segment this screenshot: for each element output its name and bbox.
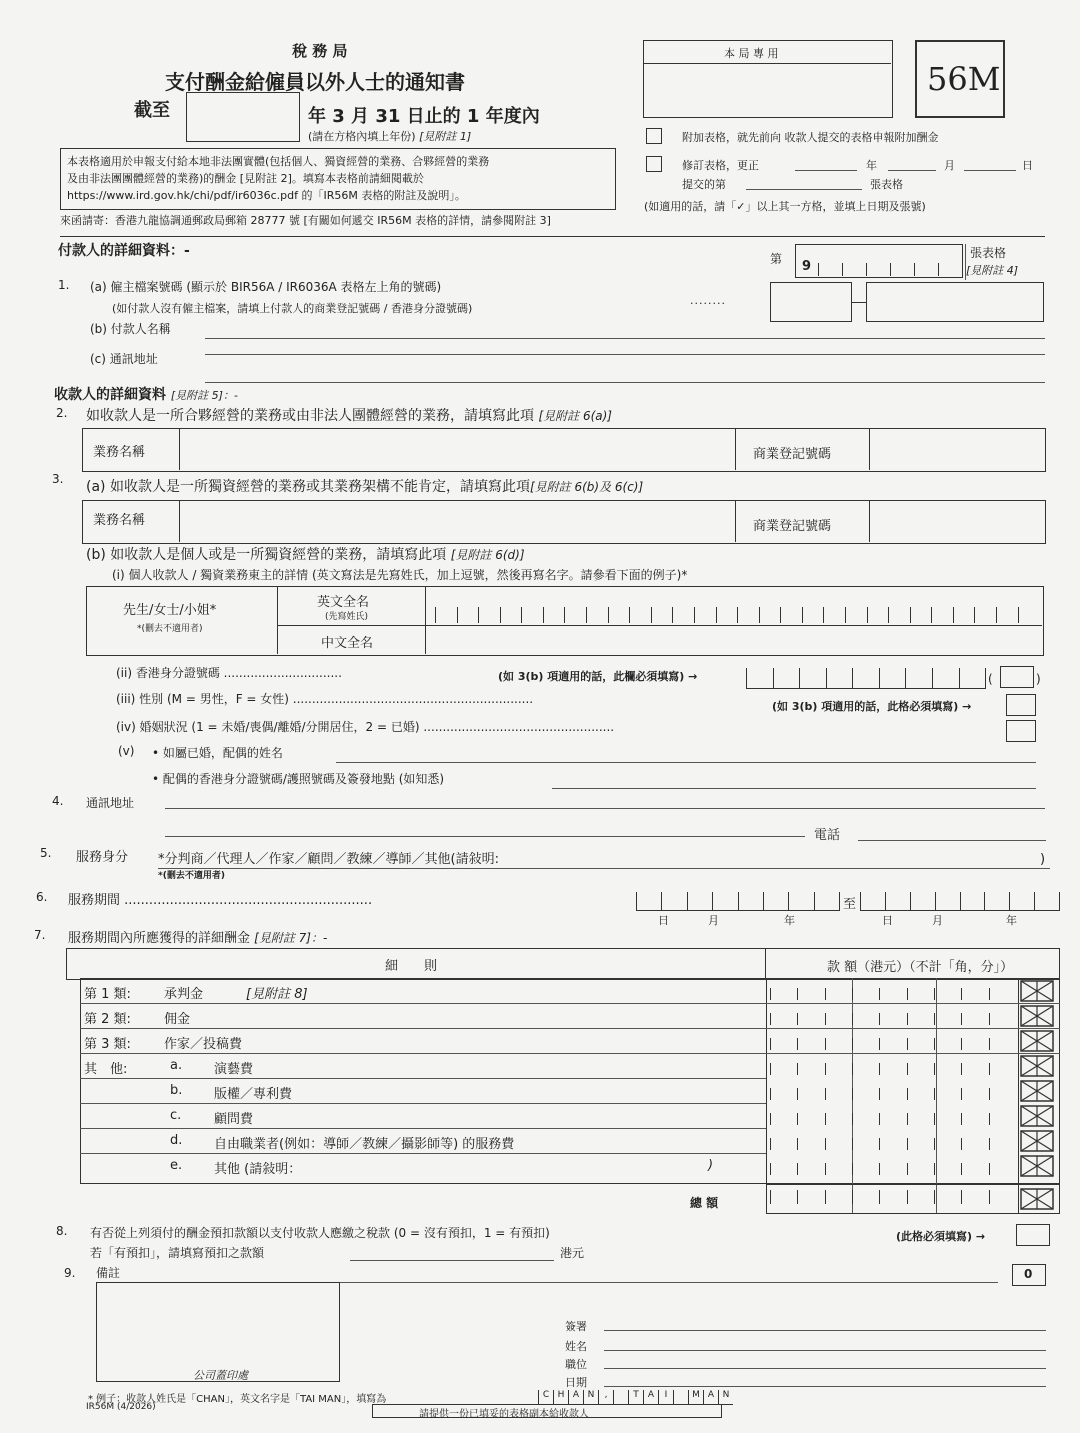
q1c-label: (c) 通訊地址	[90, 352, 158, 366]
payee-address-line-1[interactable]	[165, 808, 1045, 809]
payee-address-line-2[interactable]	[165, 836, 805, 837]
year-prefix: 截至	[134, 100, 170, 121]
amount-input[interactable]	[770, 1038, 1016, 1050]
row-note: )	[708, 1158, 714, 1173]
q3a-business-row	[82, 500, 1046, 544]
q1a-dots: ........	[690, 294, 726, 307]
to-day-label: 日	[882, 914, 893, 927]
sex-input[interactable]	[1006, 694, 1036, 716]
amended-checkbox[interactable]	[646, 156, 662, 172]
row-description: 其他 (請敍明：	[214, 1162, 302, 1177]
amended-day-label: 日	[1022, 159, 1033, 172]
file-no-prefix: 9	[802, 259, 812, 274]
col-item-header: 細 則	[385, 959, 438, 974]
to-month-label: 月	[932, 914, 943, 927]
total-amount-input[interactable]	[770, 1190, 1016, 1204]
q2-number: 2.	[56, 406, 68, 420]
q2-br-label: 商業登記號碼	[753, 447, 832, 462]
from-day-label: 日	[658, 914, 669, 927]
supplementary-label: 附加表格，就先前向 收款人提交的表格申報附加酬金	[682, 131, 939, 144]
q8-number: 8.	[56, 1224, 68, 1238]
v-label: (v)	[118, 744, 135, 758]
amount-input[interactable]	[770, 1088, 1016, 1100]
position-input[interactable]	[604, 1368, 1046, 1369]
example-letter-box	[613, 1390, 628, 1404]
sheet-label: 張表格	[970, 246, 1007, 260]
example-letter-box	[673, 1390, 688, 1404]
example-letter-box: T	[628, 1390, 643, 1404]
row-sub-label: c.	[170, 1108, 182, 1123]
q2-br-input[interactable]	[871, 431, 1041, 469]
amount-input[interactable]	[770, 1163, 1016, 1175]
q7-label: 服務期間內所應獲得的詳細酬金 [見附註 7]：-	[68, 931, 328, 946]
q1b-label: (b) 付款人名稱	[90, 322, 171, 336]
remarks-code-value: 0	[1024, 1267, 1033, 1281]
phone-label: 電話	[814, 828, 841, 843]
amended-sheet-prefix: 提交的第	[682, 178, 726, 191]
q3a-br-input[interactable]	[871, 503, 1041, 541]
row-sub-label: e.	[170, 1158, 183, 1173]
row-category: 第 1 類:	[84, 987, 131, 1002]
example-letter-box: A	[703, 1390, 718, 1404]
notice-line-2: 及由非法團團體經營的業務)的酬金 [見附註 2]。填寫本表格前請細閱載於	[67, 172, 424, 185]
q2-business-row	[82, 428, 1046, 472]
sheet-note: [見附註 4]	[966, 264, 1019, 277]
q1a-label: (a) 僱主檔案號碼 (顯示於 BIR56A / IR6036A 表格左上角的號碼)	[90, 280, 442, 294]
notice-link[interactable]: https://www.ird.gov.hk/chi/pdf/ir6036c.pdf 的「IR56M 表格的附註及說明」。	[67, 189, 466, 202]
name-example: * 例子：收款人姓氏是「CHAN」，英文名字是「TAI MAN」，填寫為	[88, 1394, 387, 1405]
amount-input[interactable]	[770, 1013, 1016, 1025]
position-label: 職位	[565, 1358, 587, 1371]
cents-crossed-icon	[1020, 1005, 1054, 1027]
payer-heading: 付款人的詳細資料：-	[58, 243, 190, 259]
row-description: 自由職業者(例如：導師／教練／攝影師等) 的服務費	[214, 1137, 515, 1152]
example-letter-box: N	[718, 1390, 733, 1404]
marital-label: (iv) 婚姻狀況 (1 = 未婚/喪偶/離婚/分開居住，2 = 已婚) ..................................................	[116, 720, 615, 734]
cents-crossed-icon	[1020, 1080, 1054, 1102]
withholding-input[interactable]	[1016, 1224, 1050, 1246]
form-title: 支付酬金給僱員以外人士的通知書	[165, 70, 465, 94]
from-year-label: 年	[784, 914, 795, 927]
example-letter-box: C	[538, 1390, 553, 1404]
name-label: 姓名	[565, 1340, 587, 1353]
year-suffix: 年 3 月 31 日止的 1 年度內	[308, 106, 540, 127]
remarks-label: 備註	[96, 1266, 121, 1280]
name-input[interactable]	[604, 1350, 1046, 1351]
spouse-name-input[interactable]	[336, 762, 1036, 763]
period-to-input[interactable]	[860, 892, 1060, 911]
sign-label: 簽署	[565, 1320, 587, 1333]
amount-input[interactable]	[770, 1063, 1016, 1075]
title-hint: *(刪去不適用者)	[137, 624, 203, 634]
company-chop-box	[96, 1282, 340, 1382]
q5-close: )	[1040, 852, 1046, 867]
example-letter-box: H	[553, 1390, 568, 1404]
year-input[interactable]	[186, 92, 300, 142]
row-description: 佣金	[164, 1012, 191, 1027]
hkid-input[interactable]	[746, 668, 986, 689]
q1a-hint: (如付款人沒有僱主檔案，請填上付款人的商業登記號碼 / 香港身分證號碼)	[112, 302, 473, 315]
hkid-check-digit[interactable]	[1000, 666, 1034, 688]
example-letter-box: ,	[598, 1390, 613, 1404]
department-name: 稅 務 局	[292, 42, 348, 60]
options-hint: (如適用的話，請「✓」以上其一方格，並填上日期及張號)	[644, 200, 926, 213]
spouse-name-label: • 如屬已婚，配偶的姓名	[152, 746, 283, 760]
q8-hint: (此格必須填寫) →	[896, 1230, 986, 1243]
phone-input[interactable]	[858, 840, 1046, 841]
row-category: 其 他:	[84, 1062, 128, 1077]
example-letter-box: M	[688, 1390, 703, 1404]
form-reference: IR56M (4/2026)	[86, 1402, 156, 1412]
q1-number: 1.	[58, 278, 70, 292]
q2-biz-name-label: 業務名稱	[93, 445, 146, 460]
title-options[interactable]: 先生/女士/小姐*	[123, 603, 217, 618]
amended-year-label: 年	[866, 159, 877, 172]
notice-box	[60, 148, 616, 210]
period-from-input[interactable]	[636, 892, 840, 911]
q5-label: 服務身分	[76, 850, 129, 865]
amount-input[interactable]	[770, 1138, 1016, 1150]
amount-input[interactable]	[770, 988, 1016, 1000]
year-hint: (請在方格內填上年份) [見附註 1]	[308, 130, 472, 143]
row-description: 演藝費	[214, 1062, 254, 1077]
q6-label: 服務期間 ............................................................	[68, 893, 373, 908]
eng-name-input[interactable]	[435, 607, 1039, 623]
reminder-text: 請提供一份已填妥的表格副本給收款人	[419, 1409, 589, 1420]
payer-address-line-1[interactable]	[205, 354, 1045, 355]
marital-input[interactable]	[1006, 720, 1036, 742]
chi-name-label: 中文全名	[321, 636, 374, 651]
q6-number: 6.	[36, 890, 48, 904]
q7-number: 7.	[34, 928, 46, 942]
q3a-label: (a) 如收款人是一所獨資經營的業務或其業務架構不能肯定，請填寫此項[見附註 6(b)及 6(c)]	[86, 479, 644, 495]
q8b-label: 若「有預扣」，請填寫預扣之款額	[90, 1246, 265, 1260]
hkid-check-open: (	[988, 672, 993, 686]
q5-hint: *(刪去不適用者)	[158, 871, 225, 881]
cents-crossed-icon	[1020, 1130, 1054, 1152]
q3-number: 3.	[52, 472, 64, 486]
spouse-id-label: • 配偶的香港身分證號碼/護照號碼及簽發地點 (如知悉)	[152, 772, 445, 786]
date-label: 日期	[565, 1376, 587, 1389]
example-letter-box: I	[658, 1390, 673, 1404]
cents-crossed-icon	[1020, 1155, 1054, 1177]
row-category: 第 3 類:	[84, 1037, 131, 1052]
office-use-box	[643, 40, 893, 118]
chi-name-input[interactable]	[427, 627, 1039, 653]
q3a-biz-name-label: 業務名稱	[93, 513, 146, 528]
hkid-label: (ii) 香港身分證號碼 ...............................	[116, 666, 342, 680]
mailing-address: 來函請寄：香港九龍協調通郵政局郵箱 28777 號 [有關如何遞交 IR56M 表格的詳情，請參閱附註 3]	[60, 214, 551, 227]
cents-crossed-icon	[1020, 1030, 1054, 1052]
to-year-label: 年	[1006, 914, 1017, 927]
file-no-label: 第	[770, 252, 783, 266]
hkid-hint: (如 3(b) 項適用的話，此欄必須填寫) →	[498, 670, 698, 683]
q4-label: 通訊地址	[86, 796, 135, 810]
row-sub-label: b.	[170, 1083, 183, 1098]
q5-number: 5.	[40, 846, 52, 860]
row-sub-label: d.	[170, 1133, 183, 1148]
total-cents-crossed-icon	[1020, 1188, 1054, 1210]
row-description: 承判金	[164, 987, 204, 1002]
name-table	[86, 586, 1044, 656]
remarks-code-box[interactable]	[1012, 1264, 1046, 1286]
reminder-box	[372, 1404, 722, 1418]
income-table-header	[66, 948, 1060, 980]
q5-options[interactable]: *分判商／代理人／作家／顧問／教練／導師／其他(請敍明:	[158, 852, 499, 867]
q3b-label: (b) 如收款人是個人或是一所獨資經營的業務，請填寫此項 [見附註 6(d)]	[86, 547, 525, 563]
q3bi-label: (i) 個人收款人 / 獨資業務東主的詳情 (英文寫法是先寫姓氏，加上逗號，然後再寫名字。請參看下面的例子)*	[112, 568, 688, 582]
q3a-br-label: 商業登記號碼	[753, 519, 832, 534]
payer-address-line-2[interactable]	[205, 382, 1045, 383]
total-label: 總 額	[690, 1196, 719, 1210]
example-letter-box: A	[568, 1390, 583, 1404]
cents-crossed-icon	[1020, 1055, 1054, 1077]
company-chop-label: 公司蓋印處	[193, 1369, 248, 1382]
amended-month-label: 月	[944, 159, 955, 172]
row-description: 作家／投稿費	[164, 1037, 243, 1052]
cents-crossed-icon	[1020, 1105, 1054, 1127]
employer-file-number-input[interactable]	[866, 282, 1044, 322]
q2-biz-name-input[interactable]	[181, 431, 817, 469]
form-code: 56M	[927, 60, 1001, 98]
spouse-id-input[interactable]	[552, 788, 1036, 789]
cents-crossed-icon	[1020, 980, 1054, 1002]
example-letter-box: N	[583, 1390, 598, 1404]
q3a-biz-name-input[interactable]	[181, 503, 735, 541]
office-use-label: 本 局 專 用	[724, 47, 779, 60]
eng-name-hint: (先寫姓氏)	[325, 612, 369, 622]
period-to-label: 至	[843, 897, 857, 912]
from-month-label: 月	[708, 914, 719, 927]
col-amount-header: 款 額（港元）（不計「角，分」）	[827, 960, 1014, 975]
row-category: 第 2 類:	[84, 1012, 131, 1027]
file-no-input[interactable]	[795, 244, 963, 278]
sign-input[interactable]	[604, 1330, 1046, 1331]
notice-line-1: 本表格適用於申報支付給本地非法團實體(包括個人、獨資經營的業務、合夥經營的業務	[67, 155, 490, 168]
amended-label: 修訂表格，更正	[682, 159, 759, 172]
sex-label: (iii) 性別 (M = 男性，F = 女性) ...............................................................	[116, 692, 534, 706]
row-note: [見附註 8]	[246, 987, 308, 1002]
amended-sheet-suffix: 張表格	[870, 178, 903, 191]
row-description: 顧問費	[214, 1112, 254, 1127]
row-sub-label: a.	[170, 1058, 183, 1073]
example-letter-box: A	[643, 1390, 658, 1404]
form-code-box	[915, 40, 1005, 118]
q8-label: 有否從上列須付的酬金預扣款額以支付收款人應繳之稅款 (0 = 沒有預扣，1 = 有預扣)	[90, 1226, 550, 1240]
withholding-amount-input[interactable]	[350, 1260, 554, 1261]
sex-hint: (如 3(b) 項適用的話，此格必須填寫) →	[772, 700, 972, 713]
q9-number: 9.	[64, 1266, 76, 1280]
q2-label: 如收款人是一所合夥經營的業務或由非法人團體經營的業務，請填寫此項 [見附註 6(a)]	[86, 408, 612, 424]
amount-input[interactable]	[770, 1113, 1016, 1125]
eng-name-label: 英文全名	[317, 595, 370, 610]
q4-number: 4.	[52, 794, 64, 808]
q8b-unit: 港元	[560, 1246, 585, 1260]
row-description: 版權／專利費	[214, 1087, 293, 1102]
supplementary-checkbox[interactable]	[646, 128, 662, 144]
payee-heading: 收款人的詳細資料 [見附註 5]：-	[54, 387, 238, 403]
date-input[interactable]	[604, 1386, 1046, 1387]
employer-file-prefix-input[interactable]	[770, 282, 852, 322]
name-example-boxes	[538, 1390, 733, 1405]
hkid-check-close: )	[1036, 672, 1041, 686]
